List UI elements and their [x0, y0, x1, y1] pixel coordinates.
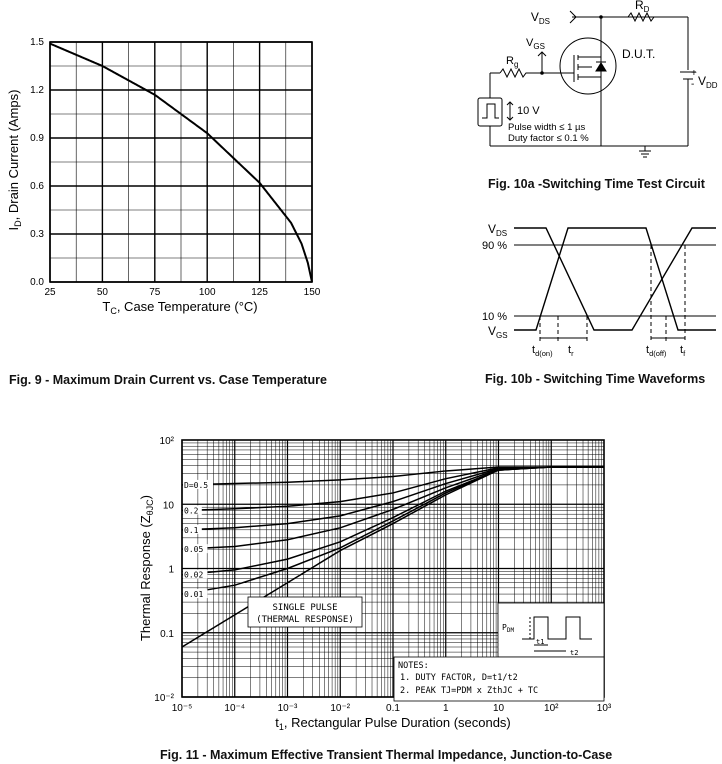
single-pulse-label: SINGLE PULSE [272, 603, 338, 613]
fig10a-vds-label: $V_{DS}$ [530, 10, 550, 26]
fig11-x-axis-label: $t_1$, Rectangular Pulse Duration (seconds) [275, 715, 511, 732]
fig11-curve-label: D=0.5 [184, 480, 209, 490]
fig9-x-tick-label: 150 [303, 287, 321, 298]
fig11-y-tick-label: 10² [159, 436, 174, 447]
fig11-caption: Fig. 11 - Maximum Effective Transient Thermal Impedance, Junction-to-Case [160, 748, 613, 762]
fig11-x-tick-label: 0.1 [386, 703, 400, 714]
fig11-x-tick-label: 10² [544, 703, 559, 714]
fig10a-dut-label: D.U.T. [622, 47, 656, 61]
thermal-response-label: (THERMAL RESPONSE) [256, 615, 354, 625]
fig11-y-axis-label: Thermal Response $(Z_{\theta JC})$ [138, 494, 155, 642]
vgs-waveform [514, 228, 716, 330]
t1-label: t1 [536, 638, 545, 646]
fig11-y-tick-label: 10 [162, 500, 174, 512]
fig9-x-tick-label: 125 [251, 287, 268, 298]
fig10a-rg-label: $R_g$ [506, 55, 519, 69]
fig10a-duty-factor: Duty factor ≤ 0.1 % [508, 133, 589, 144]
fig11-chart [130, 425, 622, 740]
fig9-y-tick-label: 0.3 [30, 229, 44, 240]
fig11-x-tick-label: 10 [492, 703, 505, 714]
fig9-x-tick-label: 100 [198, 287, 216, 298]
notes-title: NOTES: [398, 661, 429, 671]
pdm-label: $P_{DM}$ [502, 623, 515, 634]
fig10a-vgs-label: $V_{GS}$ [526, 37, 545, 51]
fig10b-tf-label: $t_f$ [680, 344, 686, 358]
fig10b-10pct-label: 10 % [482, 311, 508, 323]
fig10a-vdd-label: $V_{DD}$ [698, 74, 718, 90]
fig10b-caption: Fig. 10b - Switching Time Waveforms [485, 372, 706, 386]
fig9-chart [0, 0, 340, 330]
fig11-y-tick-label: 1 [168, 564, 174, 576]
fig9-y-tick-label: 1.2 [30, 85, 44, 96]
fig11-x-tick-label: 1 [442, 703, 449, 714]
fig11-x-tick-label: 10⁻⁴ [224, 703, 246, 714]
vds-waveform [514, 228, 716, 330]
fig10b-td-off-label: $t_{d(off)}$ [646, 344, 667, 358]
fig11-plot [130, 425, 622, 740]
fig11-curve-label: 0.1 [184, 525, 199, 535]
fig10a-rd-label: $R_D$ [635, 0, 650, 14]
note-2: 2. PEAK TJ=PDM x ZthJC + TC [400, 686, 539, 696]
fig10a-pulse-width: Pulse width ≤ 1 µs [508, 122, 586, 133]
mosfet-icon [560, 38, 616, 94]
fig9-plot [0, 0, 340, 330]
fig10b-waveforms [470, 212, 722, 364]
fig10b-vds-label: $V_{DS}$ [488, 222, 508, 238]
pulse-generator-icon [478, 98, 502, 126]
fig11-x-tick-label: 10⁻² [330, 703, 351, 714]
fig10b-plot [470, 212, 722, 364]
fig11-x-tick-label: 10³ [596, 703, 612, 714]
fig10a-vdd-minus: - [691, 79, 695, 90]
fig10a-circuit [470, 0, 722, 175]
fig9-x-tick-label: 50 [96, 287, 108, 298]
fig11-curve-label: 0.2 [184, 506, 199, 516]
fig10b-90pct-label: 90 % [482, 240, 508, 252]
fig10b-tr-label: $t_r$ [568, 344, 574, 358]
fig10b-vgs-label: $V_{GS}$ [488, 324, 508, 340]
fig10a-vdd-plus: + [691, 68, 697, 79]
ground-icon [639, 146, 651, 157]
fig10a-caption: Fig. 10a -Switching Time Test Circuit [488, 177, 705, 191]
fig9-y-tick-label: 1.5 [30, 37, 44, 48]
fig9-y-tick-label: 0.9 [30, 133, 44, 144]
body-diode-icon [596, 63, 606, 71]
fig11-curve-label: 0.02 [184, 570, 204, 580]
fig11-curve-label: 0.05 [184, 545, 204, 555]
fig11-x-tick-label: 10⁻⁵ [171, 703, 193, 714]
fig9-y-tick-label: 0.6 [30, 181, 44, 192]
fig11-y-tick-label: 10⁻² [154, 693, 174, 704]
fig11-x-tick-label: 10⁻³ [277, 703, 298, 714]
fig11-y-tick-label: 0.1 [160, 628, 174, 640]
fig10a-pulse-amplitude: 10 V [517, 105, 540, 117]
fig11-curve-label: 0.01 [184, 590, 204, 600]
fig9-x-tick-label: 25 [44, 287, 56, 298]
fig10a-schematic [470, 0, 722, 175]
fig9-y-axis-label: $I_D$, Drain Current (Amps) [6, 89, 23, 231]
fig9-y-tick-label: 0.0 [30, 277, 44, 288]
t2-label: t2 [570, 649, 579, 657]
note-1: 1. DUTY FACTOR, D=t1/t2 [400, 673, 518, 683]
fig9-caption: Fig. 9 - Maximum Drain Current vs. Case Temperature [9, 373, 327, 387]
fig9-x-axis-label: $T_C$, Case Temperature (°C) [102, 299, 258, 316]
rg-resistor-icon [500, 69, 532, 77]
fig10b-td-on-label: $t_{d(on)}$ [532, 344, 553, 358]
fig9-x-tick-label: 75 [149, 287, 161, 298]
